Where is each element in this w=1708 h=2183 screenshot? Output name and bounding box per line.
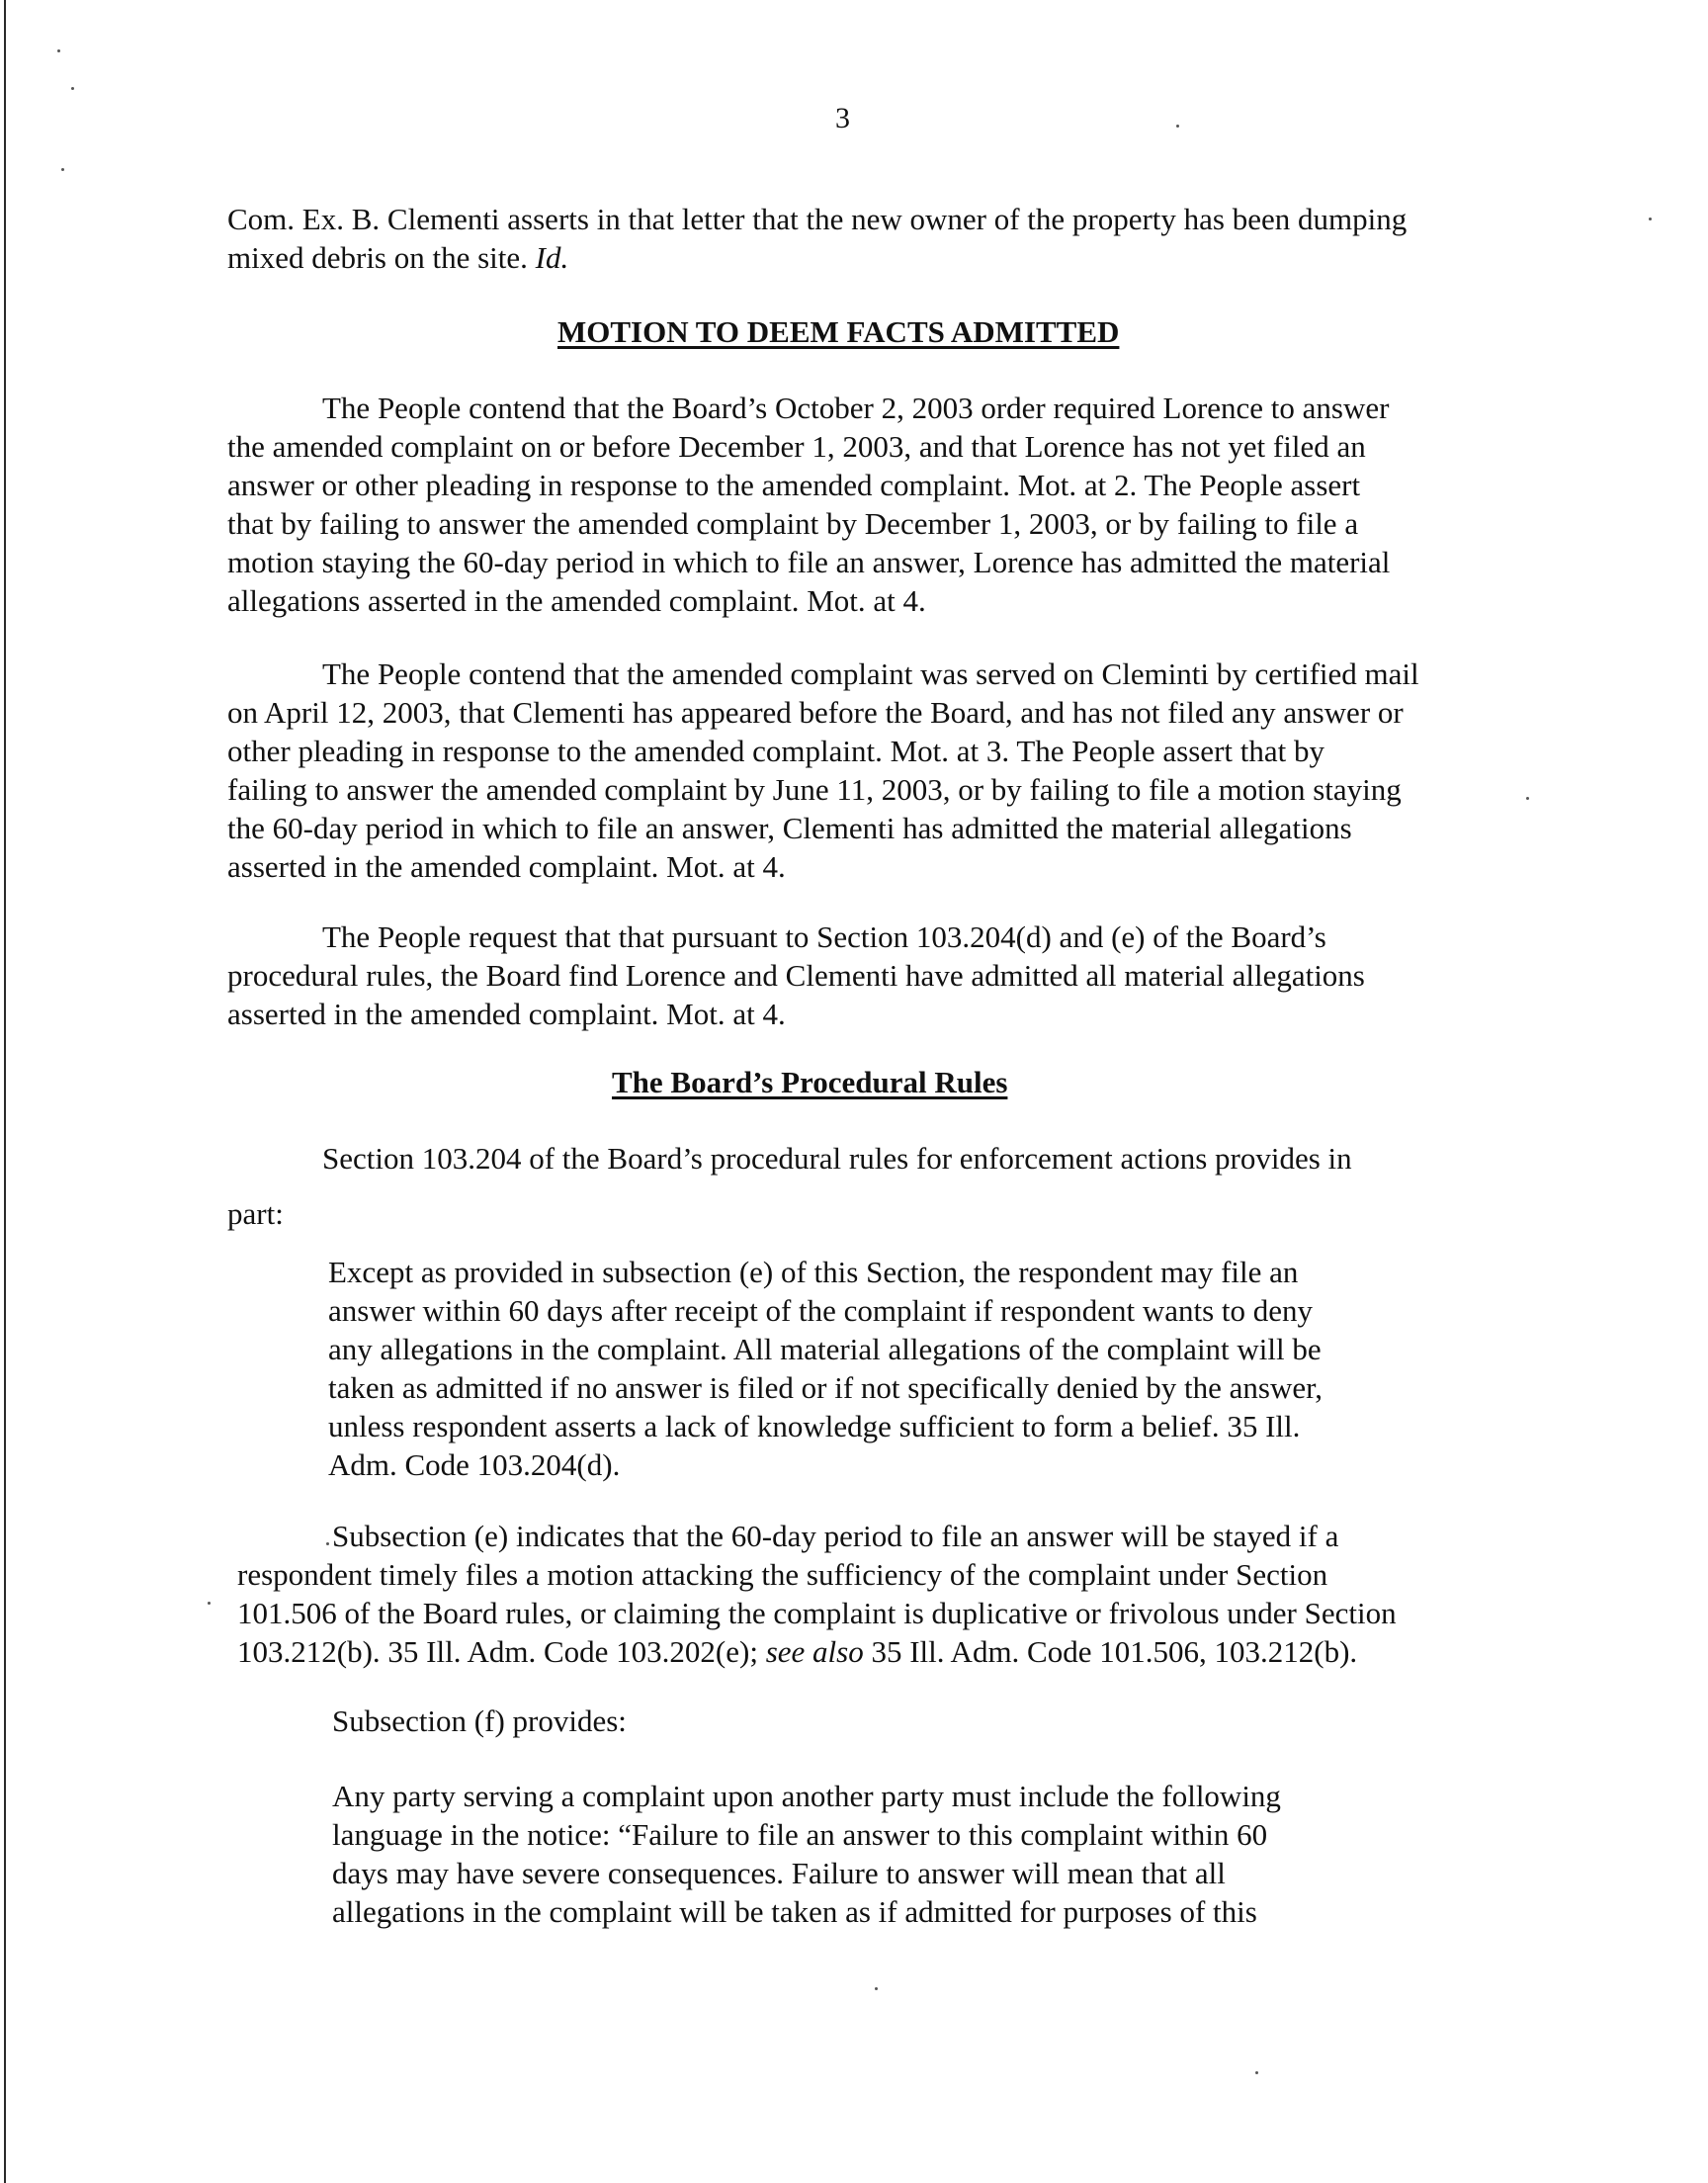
paragraph-clementi [227,655,1419,886]
paragraph-lorence [227,389,1390,620]
citation-text: 103.212(b). 35 Ill. Adm. Code 103.202(e); [237,1634,766,1669]
paragraph-line: 101.506 of the Board rules, or claiming the complaint is duplicative or frivolous under Section [237,1596,1397,1630]
block-quote-subsection-f [332,1777,1281,1931]
scan-speck [1649,218,1652,220]
page-number: 3 [835,102,850,134]
paragraph-line: The People contend that the Board’s October 2, 2003 order required Lorence to answer [322,391,1390,425]
paragraph-line: respondent timely files a motion attacking the sufficiency of the complaint under Section [237,1557,1328,1592]
scan-speck [1526,797,1529,800]
paragraph-line: failing to answer the amended complaint by June 11, 2003, or by failing to file a motion staying [227,772,1402,807]
quote-line: any allegations in the complaint. All material allegations of the complaint will be [328,1332,1322,1366]
intro-line [227,238,1407,277]
paragraph-line [237,1632,1397,1671]
paragraph-section-103-204 [227,1139,1352,1233]
paragraph-line: procedural rules, the Board find Lorence and Clementi have admitted all material allegations [227,958,1365,993]
scan-edge-line [4,0,6,2183]
paragraph-line: The People contend that the amended complaint was served on Cleminti by certified mail [322,656,1419,691]
paragraph-line: The People request that that pursuant to Section 103.204(d) and (e) of the Board’s [322,919,1326,954]
quote-line: Any party serving a complaint upon another party must include the following [332,1779,1281,1813]
paragraph-line: answer or other pleading in response to the amended complaint. Mot. at 2. The People assert [227,468,1361,502]
paragraph-line: Section 103.204 of the Board’s procedural rules for enforcement actions provides in [322,1141,1352,1176]
section-heading-motion: MOTION TO DEEM FACTS ADMITTED [557,314,1120,349]
quote-line: taken as admitted if no answer is filed or if not specifically denied by the answer, [328,1370,1323,1405]
paragraph-line: other pleading in response to the amended complaint. Mot. at 3. The People assert that by [227,734,1324,768]
paragraph-request [227,917,1365,1033]
scan-speck [61,168,64,171]
scan-speck [326,1542,329,1545]
block-quote-103-204-d [328,1253,1323,1484]
paragraph-line: allegations asserted in the amended complaint. Mot. at 4. [227,583,926,618]
quote-line: answer within 60 days after receipt of the complaint if respondent wants to deny [328,1293,1314,1328]
citation-signal: see also [765,1634,864,1669]
section-heading-rules: The Board’s Procedural Rules [612,1065,1008,1099]
scan-speck [57,49,60,52]
paragraph-subsection-f: Subsection (f) provides: [332,1703,627,1738]
paragraph-line: asserted in the amended complaint. Mot. at 4. [227,997,786,1031]
quote-line: Except as provided in subsection (e) of this Section, the respondent may file an [328,1255,1299,1289]
quote-line: days may have severe consequences. Failure to answer will mean that all [332,1856,1226,1890]
citation-id: Id. [535,240,569,275]
scan-speck [208,1602,211,1605]
intro-text: mixed debris on the site. [227,240,536,275]
paragraph-line: the amended complaint on or before December 1, 2003, and that Lorence has not yet filed an [227,429,1366,464]
paragraph-subsection-e [237,1517,1397,1671]
scan-speck [1255,2071,1258,2074]
quote-line: language in the notice: “Failure to file an answer to this complaint within 60 [332,1817,1268,1852]
scan-speck [875,1987,878,1990]
paragraph-line: asserted in the amended complaint. Mot. at 4. [227,849,786,884]
paragraph-line: on April 12, 2003, that Clementi has appeared before the Board, and has not filed any answer or [227,695,1404,730]
paragraph-line: the 60-day period in which to file an answer, Clementi has admitted the material allegations [227,811,1352,845]
scan-speck [1176,125,1179,128]
paragraph-line: part: [227,1196,284,1231]
intro-line: Com. Ex. B. Clementi asserts in that letter that the new owner of the property has been dumping [227,202,1408,236]
quote-line: unless respondent asserts a lack of knowledge sufficient to form a belief. 35 Ill. [328,1409,1301,1443]
paragraph-line: motion staying the 60-day period in which to file an answer, Lorence has admitted the material [227,545,1391,579]
paragraph-line: that by failing to answer the amended complaint by December 1, 2003, or by failing to file a [227,506,1359,541]
quote-line: Adm. Code 103.204(d). [328,1447,621,1482]
intro-paragraph [227,200,1407,277]
paragraph-line: Subsection (e) indicates that the 60-day period to file an answer will be stayed if a [332,1519,1339,1553]
scan-speck [71,87,74,90]
citation-text: 35 Ill. Adm. Code 101.506, 103.212(b). [863,1634,1358,1669]
quote-line: allegations in the complaint will be taken as if admitted for purposes of this [332,1894,1257,1929]
